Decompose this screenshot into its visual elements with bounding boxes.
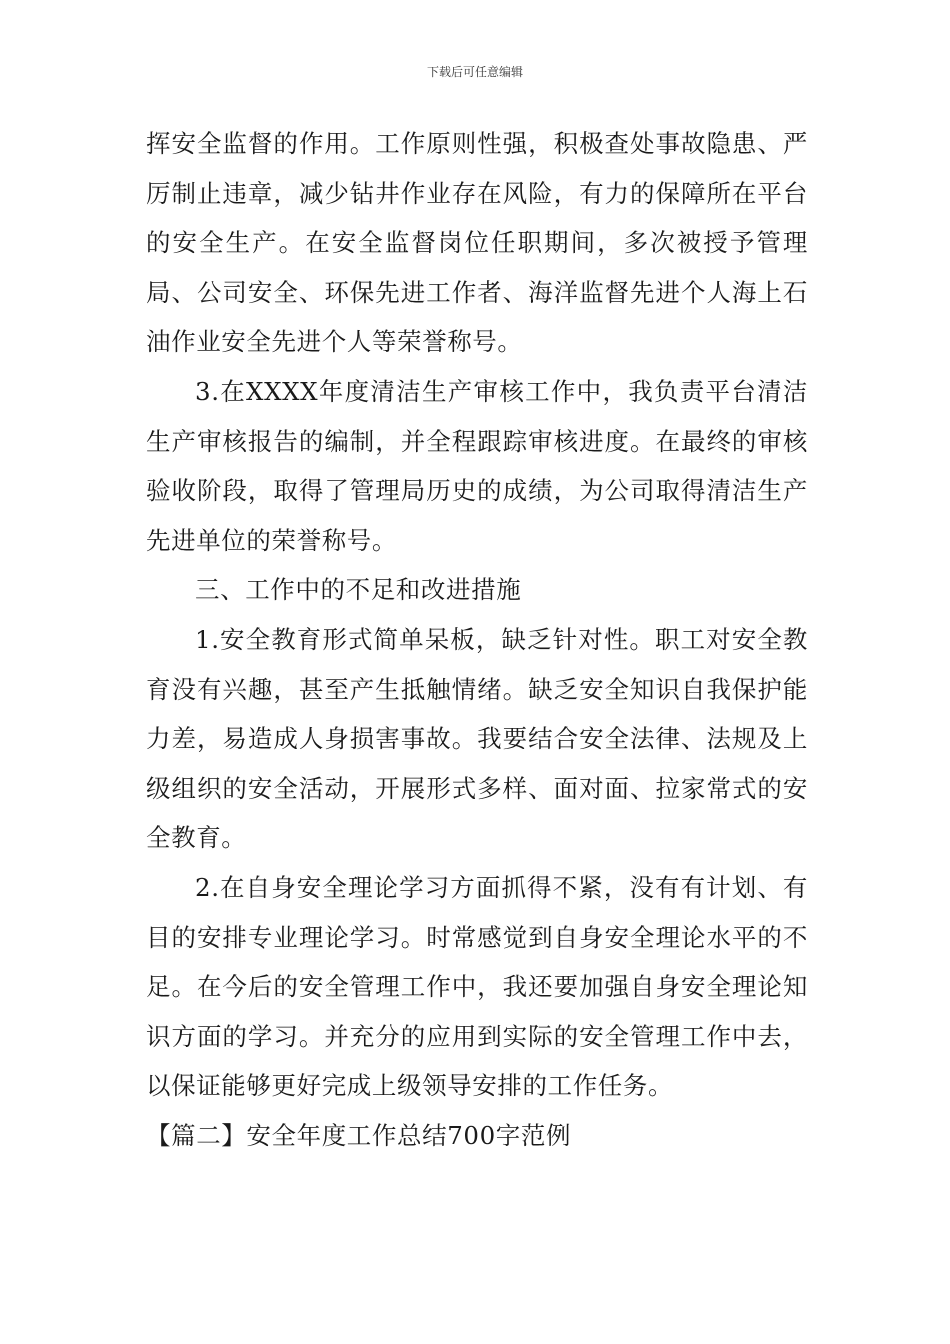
paragraph-item-3: 3.在XXXX年度清洁生产审核工作中，我负责平台清洁生产审核报告的编制，并全程跟踪审核进度。在最终的审核验收阶段，取得了管理局历史的成绩，为公司取得清洁生产先进单位的荣誉称号。	[146, 376, 808, 555]
paragraph-item-1: 1.安全教育形式简单呆板，缺乏针对性。职工对安全教育没有兴趣，甚至产生抵触情绪。缺乏安全知识自我保护能力差，易造成人身损害事故。我要结合安全法律、法规及上级组织的安全活动，开展形式多样、面对面、拉家常式的安全教育。	[146, 624, 808, 853]
page-header-note: 下载后可任意编辑	[426, 65, 523, 79]
document-body	[146, 119, 808, 1160]
paragraph-continuation: 挥安全监督的作用。工作原则性强，积极查处事故隐患、严厉制止违章，减少钻井作业存在风险，有力的保障所在平台的安全生产。在安全监督岗位任职期间，多次被授予管理局、公司安全、环保先进工作者、海洋监督先进个人海上石油作业安全先进个人等荣誉称号。	[146, 129, 808, 357]
section-title-part-two: 【篇二】安全年度工作总结700字范例	[146, 1120, 572, 1150]
paragraph-item-2: 2.在自身安全理论学习方面抓得不紧，没有有计划、有目的安排专业理论学习。时常感觉到自身安全理论水平的不足。在今后的安全管理工作中，我还要加强自身安全理论知识方面的学习。并充分的应用到实际的安全管理工作中去，以保证能够更好完成上级领导安排的工作任务。	[146, 872, 808, 1101]
section-heading-shortcomings: 三、工作中的不足和改进措施	[195, 575, 522, 605]
